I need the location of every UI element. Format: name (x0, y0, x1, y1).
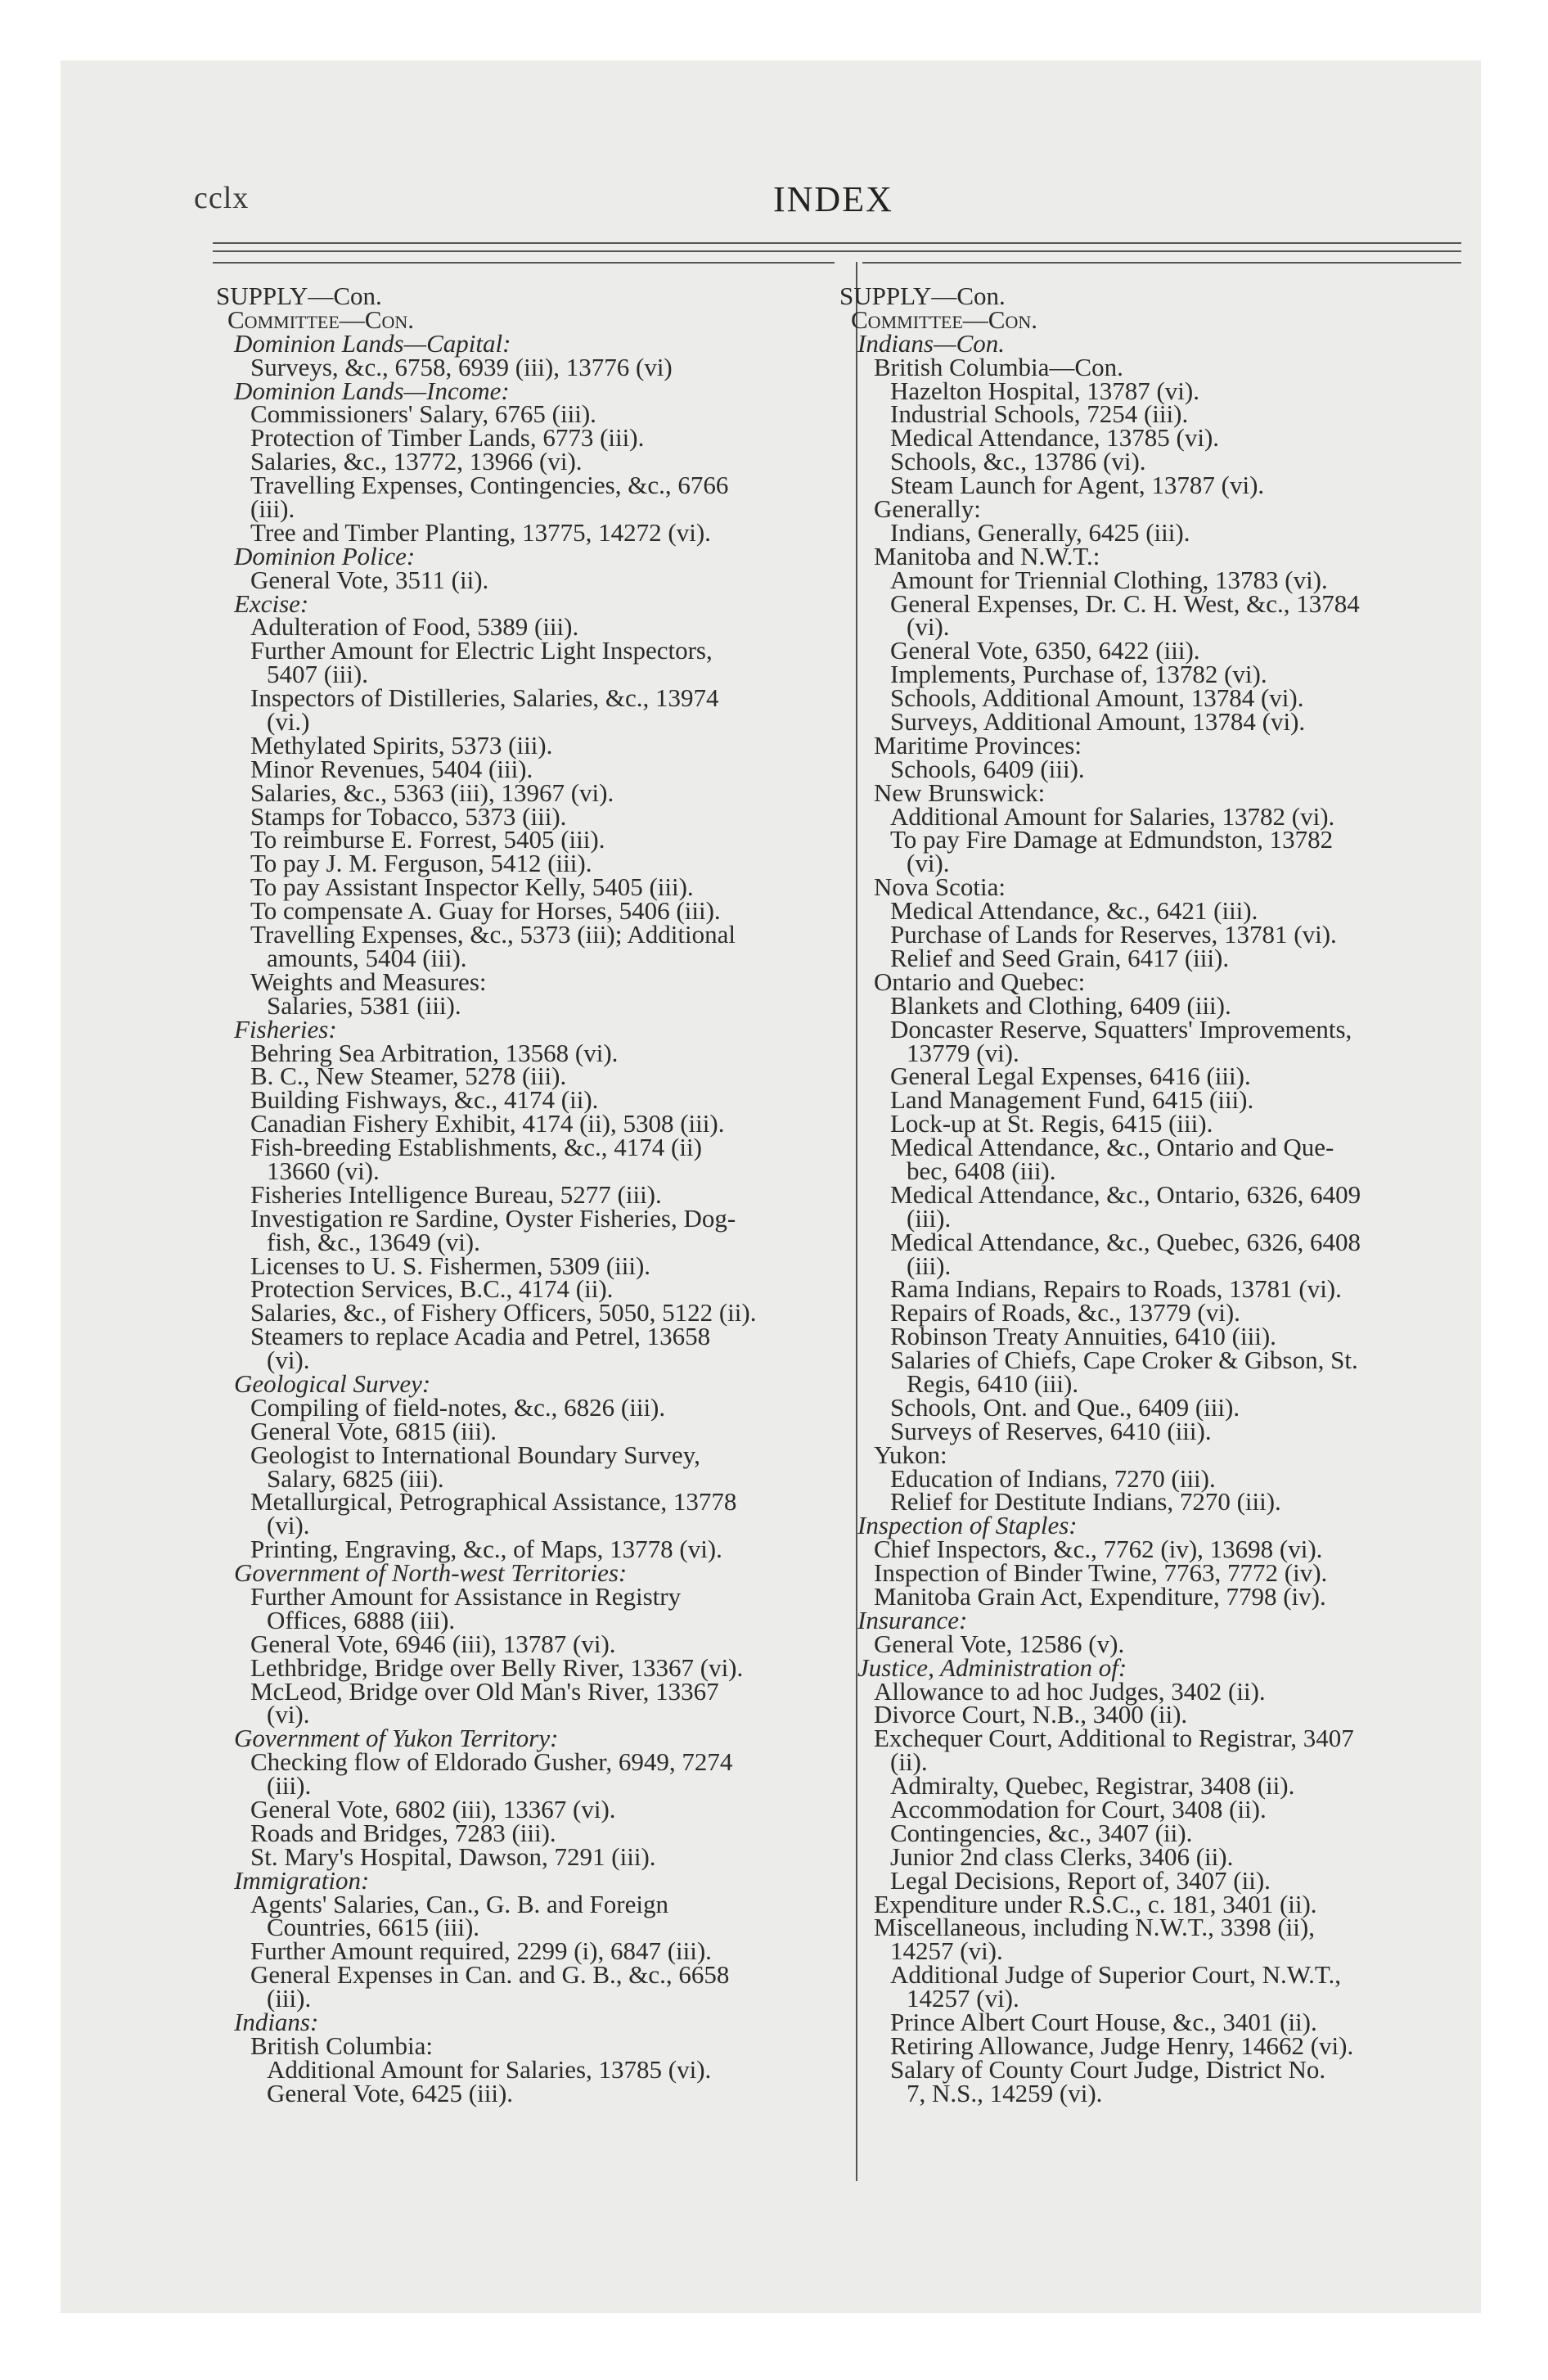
index-entry: Excise: (234, 588, 309, 618)
index-entry: 14257 (vi). (907, 1984, 1019, 2013)
index-entry: (vi). (907, 849, 950, 878)
index-entry: (vi). (267, 1346, 310, 1375)
index-entry: Lock-up at St. Regis, 6415 (iii). (890, 1109, 1213, 1138)
index-entry: New Brunswick: (874, 778, 1046, 807)
index-entry: Insurance: (857, 1605, 968, 1634)
index-entry: Hazelton Hospital, 13787 (vi). (890, 376, 1199, 405)
index-entry: Additional Amount for Salaries, 13782 (vi). (890, 801, 1335, 831)
index-entry: Dominion Lands—Income: (234, 376, 510, 405)
index-entry: Travelling Expenses, &c., 5373 (iii); Additional (250, 920, 736, 949)
index-entry: Indians, Generally, 6425 (iii). (890, 517, 1190, 547)
index-entry: (iii). (267, 1984, 312, 2013)
index-entry: Geological Survey: (234, 1368, 431, 1398)
index-entry: Further Amount for Electric Light Inspectors, (250, 636, 713, 665)
index-entry: Expenditure under R.S.C., c. 181, 3401 (ii). (874, 1889, 1317, 1918)
index-column-right (839, 282, 1478, 2107)
index-entry: Exchequer Court, Additional to Registrar, 3407 (874, 1724, 1354, 1753)
index-entry: Canadian Fishery Exhibit, 4174 (ii), 5308 (iii). (250, 1109, 725, 1138)
index-entry: 7, N.S., 14259 (vi). (907, 2078, 1103, 2107)
index-entry: Medical Attendance, &c., Quebec, 6326, 6408 (890, 1227, 1361, 1256)
index-entry: Justice, Administration of: (857, 1652, 1127, 1682)
index-entry: Generally: (874, 494, 981, 524)
header-rule-right-heavy (862, 262, 1461, 264)
index-entry: Robinson Treaty Annuities, 6410 (iii). (890, 1322, 1276, 1351)
index-entry: Fisheries: (234, 1014, 337, 1044)
index-entry: To compensate A. Guay for Horses, 5406 (iii). (250, 896, 721, 926)
index-entry: Blankets and Clothing, 6409 (iii). (890, 990, 1231, 1020)
index-entry: Junior 2nd class Clerks, 3406 (ii). (890, 1841, 1234, 1871)
index-entry: Medical Attendance, 13785 (vi). (890, 423, 1220, 453)
header-rule-top (213, 242, 1461, 244)
index-entry: Inspectors of Distilleries, Salaries, &c., 13974 (250, 683, 719, 713)
index-entry: Travelling Expenses, Contingencies, &c., 6766 (250, 471, 729, 500)
index-entry: Dominion Lands—Capital: (234, 328, 511, 358)
index-entry: Tree and Timber Planting, 13775, 14272 (vi). (250, 517, 711, 547)
index-entry: Immigration: (234, 1865, 370, 1895)
index-entry: Additional Amount for Salaries, 13785 (vi). (267, 2054, 712, 2084)
index-entry: (vi). (267, 1511, 310, 1540)
index-entry: General Vote, 6815 (iii). (250, 1416, 497, 1445)
index-entry: Behring Sea Arbitration, 13568 (vi). (250, 1038, 619, 1067)
index-entry: Committee—Con. (227, 304, 414, 334)
index-entry: Indians: (234, 2008, 319, 2037)
index-entry: Commissioners' Salary, 6765 (iii). (250, 399, 596, 429)
index-entry: bec, 6408 (iii). (907, 1156, 1056, 1185)
index-entry: (vi). (907, 612, 950, 642)
index-entry: Adulteration of Food, 5389 (iii). (250, 612, 579, 642)
index-entry: General Vote, 6425 (iii). (267, 2078, 514, 2107)
index-entry: Agents' Salaries, Can., G. B. and Foreign (250, 1889, 668, 1918)
index-entry: Schools, Additional Amount, 13784 (vi). (890, 683, 1304, 713)
running-head: INDEX (773, 179, 893, 219)
index-entry: Further Amount required, 2299 (i), 6847 (iii). (250, 1936, 712, 1966)
index-entry: Inspection of Staples: (857, 1511, 1078, 1540)
index-entry: Medical Attendance, &c., Ontario and Que- (890, 1133, 1334, 1162)
index-entry: 14257 (vi). (890, 1936, 1003, 1966)
index-entry: Surveys of Reserves, 6410 (iii). (890, 1416, 1212, 1445)
index-column-left (216, 282, 839, 2107)
index-entry: Purchase of Lands for Reserves, 13781 (vi). (890, 920, 1337, 949)
index-entry: Offices, 6888 (iii). (267, 1605, 456, 1634)
index-entry: Implements, Purchase of, 13782 (vi). (890, 660, 1267, 689)
index-entry: SUPPLY—Con. (839, 282, 1006, 310)
index-entry: Steam Launch for Agent, 13787 (vi). (890, 471, 1265, 500)
index-entry: Allowance to ad hoc Judges, 3402 (ii). (874, 1676, 1266, 1706)
index-entry: To pay J. M. Ferguson, 5412 (iii). (250, 849, 592, 878)
index-entry: Fish-breeding Establishments, &c., 4174 (ii) (250, 1133, 702, 1162)
index-entry: Relief and Seed Grain, 6417 (iii). (890, 943, 1230, 972)
index-entry: Steamers to replace Acadia and Petrel, 13658 (250, 1322, 711, 1351)
index-entry: Relief for Destitute Indians, 7270 (iii). (890, 1487, 1281, 1517)
index-entry: Retiring Allowance, Judge Henry, 14662 (vi). (890, 2031, 1354, 2060)
index-entry: Salary of County Court Judge, District No. (890, 2054, 1326, 2084)
index-entry: fish, &c., 13649 (vi). (267, 1227, 480, 1256)
index-entry: Education of Indians, 7270 (iii). (890, 1463, 1216, 1493)
index-entry: Manitoba and N.W.T.: (874, 541, 1100, 570)
index-entry: Land Management Fund, 6415 (iii). (890, 1085, 1254, 1115)
index-entry: Geologist to International Boundary Survey, (250, 1440, 700, 1469)
index-entry: Maritime Provinces: (874, 730, 1082, 760)
index-entry: Protection Services, B.C., 4174 (ii). (250, 1274, 614, 1304)
index-entry: 13660 (vi). (267, 1156, 380, 1185)
index-entry: Legal Decisions, Report of, 3407 (ii). (890, 1865, 1271, 1895)
index-entry: Accommodation for Court, 3408 (ii). (890, 1795, 1267, 1823)
index-entry: Building Fishways, &c., 4174 (ii). (250, 1085, 599, 1115)
index-entry: General Vote, 6946 (iii), 13787 (vi). (250, 1629, 616, 1658)
index-entry: Admiralty, Quebec, Registrar, 3408 (ii). (890, 1771, 1295, 1801)
index-entry: Countries, 6615 (iii). (267, 1913, 480, 1942)
index-entry: General Vote, 6350, 6422 (iii). (890, 636, 1200, 665)
index-entry: General Vote, 12586 (v). (874, 1629, 1125, 1658)
index-entry: Chief Inspectors, &c., 7762 (iv), 13698 (vi). (874, 1535, 1323, 1564)
index-entry: 5407 (iii). (267, 660, 368, 689)
index-entry: Schools, Ont. and Que., 6409 (iii). (890, 1392, 1240, 1422)
index-entry: Repairs of Roads, &c., 13779 (vi). (890, 1298, 1240, 1327)
index-entry: Salary, 6825 (iii). (267, 1463, 444, 1493)
index-entry: SUPPLY—Con. (216, 282, 382, 310)
index-entry: St. Mary's Hospital, Dawson, 7291 (iii). (250, 1841, 656, 1871)
index-entry: General Vote, 6802 (iii), 13367 (vi). (250, 1795, 616, 1823)
index-entry: Further Amount for Assistance in Registry (250, 1581, 682, 1611)
index-entry: Nova Scotia: (874, 872, 1006, 902)
index-entry: Schools, 6409 (iii). (890, 754, 1085, 783)
index-entry: British Columbia—Con. (874, 352, 1123, 381)
index-entry: McLeod, Bridge over Old Man's River, 13367 (250, 1676, 719, 1706)
index-entry: Government of North-west Territories: (234, 1558, 628, 1588)
index-entry: (vi). (267, 1700, 310, 1729)
index-entry: Weights and Measures: (250, 967, 487, 996)
index-entry: Protection of Timber Lands, 6773 (iii). (250, 423, 645, 453)
index-entry: Checking flow of Eldorado Gusher, 6949, 7274 (250, 1747, 733, 1777)
index-entry: Salaries, &c., of Fishery Officers, 5050, 5122 (ii). (250, 1298, 757, 1327)
index-entry: Printing, Engraving, &c., of Maps, 13778 (vi). (250, 1535, 722, 1564)
index-entry: (iii). (250, 494, 295, 524)
index-entry: Medical Attendance, &c., 6421 (iii). (890, 896, 1258, 926)
index-entry: Compiling of field-notes, &c., 6826 (iii). (250, 1392, 666, 1422)
index-entry: Salaries, &c., 5363 (iii), 13967 (vi). (250, 778, 614, 807)
index-entry: Salaries, &c., 13772, 13966 (vi). (250, 447, 583, 476)
index-entry: Inspection of Binder Twine, 7763, 7772 (iv). (874, 1558, 1328, 1588)
index-entry: Minor Revenues, 5404 (iii). (250, 754, 533, 783)
index-entry: Government of Yukon Territory: (234, 1724, 559, 1753)
page-folio: cclx (194, 181, 250, 215)
index-entry: Contingencies, &c., 3407 (ii). (890, 1818, 1193, 1847)
index-entry: Investigation re Sardine, Oyster Fisheries, Dog- (250, 1203, 736, 1233)
index-entry: Yukon: (874, 1440, 947, 1469)
index-entry: General Expenses, Dr. C. H. West, &c., 13784 (890, 588, 1360, 618)
index-entry: (iii). (907, 1251, 952, 1280)
index-entry: Indians—Con. (857, 328, 1005, 358)
index-entry: Salaries of Chiefs, Cape Croker & Gibson, St. (890, 1346, 1358, 1375)
index-entry: Manitoba Grain Act, Expenditure, 7798 (iv). (874, 1581, 1326, 1611)
index-entry: Regis, 6410 (iii). (907, 1368, 1079, 1398)
index-entry: General Expenses in Can. and G. B., &c., 6658 (250, 1960, 730, 1990)
index-entry: Doncaster Reserve, Squatters' Improvements, (890, 1014, 1352, 1044)
index-entry: Committee—Con. (851, 304, 1037, 334)
index-entry: Industrial Schools, 7254 (iii). (890, 399, 1189, 429)
index-entry: General Vote, 3511 (ii). (250, 565, 489, 594)
header-rule-bottom (213, 250, 1461, 252)
index-entry: Stamps for Tobacco, 5373 (iii). (250, 801, 567, 831)
index-entry: 13779 (vi). (907, 1038, 1019, 1067)
index-entry: Medical Attendance, &c., Ontario, 6326, 6409 (890, 1179, 1361, 1209)
index-entry: Amount for Triennial Clothing, 13783 (vi). (890, 565, 1328, 594)
index-entry: British Columbia: (250, 2031, 434, 2060)
index-entry: Licenses to U. S. Fishermen, 5309 (iii). (250, 1251, 651, 1280)
index-entry: Ontario and Quebec: (874, 967, 1086, 996)
index-entry: To reimburse E. Forrest, 5405 (iii). (250, 825, 605, 854)
index-entry: Methylated Spirits, 5373 (iii). (250, 730, 553, 760)
index-entry: Prince Albert Court House, &c., 3401 (ii). (890, 2008, 1317, 2037)
index-entry: Miscellaneous, including N.W.T., 3398 (ii), (874, 1913, 1315, 1942)
index-entry: To pay Fire Damage at Edmundston, 13782 (890, 825, 1334, 854)
index-entry: Additional Judge of Superior Court, N.W.T., (890, 1960, 1342, 1990)
index-entry: Surveys, Additional Amount, 13784 (vi). (890, 707, 1306, 737)
index-entry: amounts, 5404 (iii). (267, 943, 467, 972)
index-entry: Surveys, &c., 6758, 6939 (iii), 13776 (vi) (250, 352, 673, 381)
index-entry: General Legal Expenses, 6416 (iii). (890, 1062, 1251, 1091)
index-entry: (ii). (890, 1747, 928, 1777)
index-entry: (iii). (907, 1203, 952, 1233)
index-entry: Rama Indians, Repairs to Roads, 13781 (vi). (890, 1274, 1342, 1304)
index-entry: Lethbridge, Bridge over Belly River, 13367 (vi). (250, 1652, 744, 1682)
header-rule-left-heavy (213, 262, 835, 264)
index-entry: Roads and Bridges, 7283 (iii). (250, 1818, 556, 1847)
index-entry: (vi.) (267, 707, 310, 737)
index-entry: Dominion Police: (234, 541, 416, 570)
index-entry: Metallurgical, Petrographical Assistance, 13778 (250, 1487, 737, 1517)
index-entry: To pay Assistant Inspector Kelly, 5405 (iii). (250, 872, 694, 902)
index-entry: Schools, &c., 13786 (vi). (890, 447, 1146, 476)
index-entry: (iii). (267, 1771, 312, 1801)
index-entry: Salaries, 5381 (iii). (267, 990, 461, 1020)
index-entry: B. C., New Steamer, 5278 (iii). (250, 1062, 567, 1091)
index-entry: Fisheries Intelligence Bureau, 5277 (iii). (250, 1179, 662, 1209)
index-entry: Divorce Court, N.B., 3400 (ii). (874, 1700, 1188, 1729)
